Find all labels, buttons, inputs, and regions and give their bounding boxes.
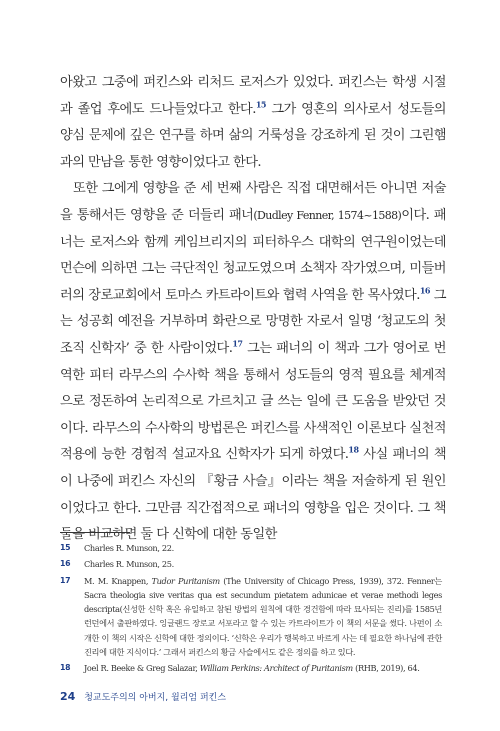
footnote-ref: 16 (419, 285, 430, 296)
text-run: 그는 성공회 예전을 거부하며 화란으로 망명한 자로서 일명 ‘청교도의 첫 조직 신학자’ 중 한 사람이었다. (60, 287, 446, 356)
footnote-number: 18 (60, 663, 71, 673)
text-run: 또한 그에게 영향을 준 세 번째 사람은 직접 대면해서든 아니면 저술을 통해서든 영향을 준 더들리 패너 (60, 181, 446, 223)
text-run: Charles R. Munson, 22. (84, 543, 174, 553)
text-run: 그는 패너의 이 책과 그가 영어로 번역한 피터 라무스의 수사학 책을 통해서 성도들의 영적 필요를 체계적으로 정돈하여 논리적으로 가르치고 글 쓰는 일에 큰 도움을 받았던 것이다. 라무스의 수사학의 방법론은 퍼킨스를 사색적인 이론보다 실천적 적용에 능한 경험적 설교자요 신학자가 되게 하였다. (60, 340, 446, 463)
text-run: 이다. 패너는 로저스와 함께 케임브리지의 피터하우스 대학의 연구원이었는데 먼슨에 의하면 그는 극단적인 청교도였으며 소책자 작가였으며, 미들버러의 장로교회에서 토마스 카트라이트와 협력 사역을 한 목사였다. (60, 207, 446, 303)
footnotes (60, 541, 442, 678)
book-title: Tudor Puritanism (151, 575, 220, 586)
footnote-number: 17 (60, 575, 71, 585)
text-run: 그가 영혼의 의사로서 성도들의 양심 문제에 깊은 연구를 하며 삶의 거룩성을 강조하게 된 것이 그린햄과의 만남을 통한 영향이었다고 한다. (60, 101, 446, 170)
text-run: 사실 패너의 책이 나중에 퍼킨스 자신의 『황금 사슬』이라는 책을 저술하게 된 원인이었다고 한다. 그만큼 직간접적으로 패너의 영향을 입은 것이다. 그 책 둘을 비교하면 둘 다 신학에 대한 동일한 (60, 447, 447, 543)
footnote (60, 541, 442, 555)
body-text (60, 70, 446, 549)
footnote-ref: 17 (232, 338, 243, 349)
footnote (60, 661, 442, 675)
paragraph (60, 70, 446, 176)
text-run: Charles R. Munson, 25. (84, 559, 174, 570)
text-run: 아왔고 그중에 퍼킨스와 리처드 로저스가 있었다. 퍼킨스는 학생 시절과 졸업 후에도 드나들었다고 한다. (60, 75, 446, 117)
book-title: William Perkins: Architect of Puritanism (199, 663, 353, 674)
name-dates: (Dudley Fenner, 1574~1588) (253, 208, 402, 222)
text-run: (The University of Chicago Press, 1939), 372. Fenner는 Sacra theologia sive veritas qua est secundum pietatem adunicae et verae methodi leges descripta(신성한 신학 혹은 유일하고 참된 방법의 원칙에 대한 경건함에 따라 묘사되는 진리)를 1585년 런던에서 출판하였다. 잉글랜드 장로교 서포라고 할 수 있는 카트라이트가 이 책의 서문을 썼다. 나펀이 소개한 이 책의 시작은 신학에 대한 정의이다. ‘신학은 우리가 행복하고 바르게 사는 데 필요한 하나님에 관한 진리에 대한 지식이다.’ 그래서 퍼킨스의 황금 사슬에서도 같은 정의를 하고 있다. (84, 575, 442, 658)
page-footer (60, 690, 226, 703)
footnote-text (84, 557, 442, 571)
footnote-number: 16 (60, 559, 71, 569)
footnote-number: 15 (60, 543, 71, 552)
footnote-ref: 18 (348, 444, 359, 455)
running-title: 청교도주의의 아버지, 윌리엄 퍼킨스 (84, 693, 227, 703)
footnote-rule (60, 532, 130, 533)
paragraph (60, 176, 446, 548)
footnote-text (84, 541, 442, 555)
footnote (60, 574, 442, 660)
footnote-ref: 15 (255, 99, 266, 110)
footnote (60, 557, 442, 571)
page-number: 24 (60, 690, 76, 703)
text-run: (RHB, 2019), 64. (352, 663, 420, 674)
text-run: Joel R. Beeke & Greg Salazar, (84, 663, 200, 674)
footnote-text (84, 661, 442, 675)
footnote-text (84, 574, 442, 660)
text-run: M. M. Knappen, (84, 575, 152, 586)
